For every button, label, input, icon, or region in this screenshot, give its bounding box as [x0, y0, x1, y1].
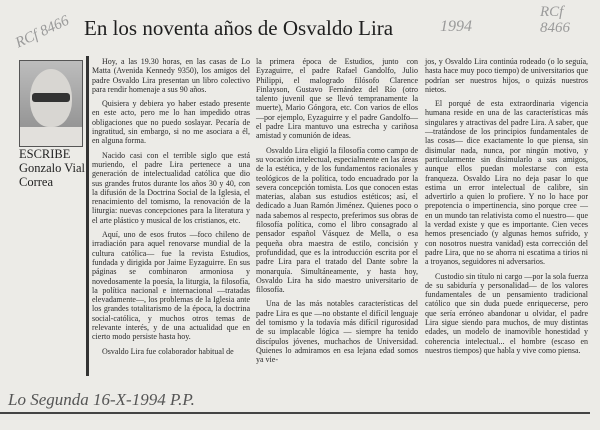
paragraph: Custodio sin título ni cargo —por la sola fuerza de su sabiduría y personalidad— de los valores fundamentales de un pensamiento tradicional católico que sin duda puede enriquecerse, pero que sería erróneo abandonar u olvidar, el padre Lira sigue siendo para muchos, de muy distintas edades, un modelo de inamovible honestidad y coherencia intelectual... el hombre (escaso en nuestros tiempos) que habla y vive como piensa. — [425, 271, 588, 355]
article-column-2 — [256, 57, 418, 370]
handwritten-source-note: Lo Segunda 16-X-1994 P.P. — [8, 390, 195, 409]
paragraph: Una de las más notables características del padre Lira es que —no obstante el difícil lenguaje del tomismo y la todavía más difícil rigurosidad de su implacable lógica — siempre ha tenido discípulos jóvenes, muchachos de Universidad. Quienes lo admiramos en esa lejana edad somos ya vie- — [256, 299, 418, 365]
paragraph: la primera época de Estudios, junto con Eyzaguirre, el padre Rafael Gandolfo, Julio Philippi, el malogrado filósofo Clarence Finlayson, Gustavo Fernández del Río (otro talento juvenil que se llevó tempranamente la muerte), Mario Góngora, etc. Con varios de ellos —por ejemplo, Eyzaguirre y el padre Gandolfo— el padre Lira mantuvo una estrecha y cariñosa amistad y comunión de ideas. — [256, 57, 418, 141]
byline-label: ESCRIBE — [19, 147, 71, 161]
paragraph: Hoy, a las 19.30 horas, en las casas de Lo Matta (Avenida Kennedy 9350), los amigos del padre Osvaldo Lira presentan un libro colectivo para rendir homenaje a sus 90 años. — [92, 57, 250, 94]
paragraph: El porqué de esta extraordinaria vigencia humana reside en una de las características más singulares y atractivas del padre Lira. A saber, que —tratándose de los principios fundamentales de las cosas— dice exactamente lo que piensa, sin disimular nada, nunca, por ningún motivo, y particularmente sin disimularlo a sus amigos, aunque ellos puedan molestarse con esta franqueza. Osvaldo Lira no deja pasar lo que estima un error intelectual de calibre, sin advertirlo a quien lo profiere. Y no lo hace por prepotencia o impertinencia, sino porque cree —en un mundo tan relativista como el nuestro— que la verdad existe y que es importante. Cien veces hemos presenciado (y algunas hemos sufrido, y con nosotros nuestra vanidad) esta corrección del padre Lira, que no se ahorra ni escatima a tirios ni a troyanos, seguidores ni adversarios. — [425, 99, 588, 267]
paragraph: Aquí, uno de esos frutos —foco chileno de irradiación para aquel renovarse mundial de la cultura católica— fue la revista Estudios, fundada y dirigida por Jaime Eyzaguirre. En sus páginas se combinaron armoniosa y novedosamente la poesía, la liturgia, la filosofía, la política nacional e internacional —tratadas elevadamente—, los problemas de la Iglesia ante los grandes totalitarismo de la época, la doctrina social-católica, y muchos otros temas de relevante interés, y de una actualidad que en cierto modo persiste hasta hoy. — [92, 230, 250, 342]
article-column-1 — [92, 57, 250, 361]
handwritten-note-top-right: RCf 8466 — [540, 4, 570, 36]
paragraph: jos, y Osvaldo Lira continúa rodeado (o lo seguía, hasta hace muy poco tiempo) de universitarios que podrían ser nuestros hijos, o quizás nuestros nietos. — [425, 57, 588, 94]
byline — [19, 147, 85, 189]
paragraph: Nacido casi con el terrible siglo que está muriendo, el padre Lira pertenece a una generación de intelectualidad católica que dio sus grandes frutos durante los años 30 y 40, con la difusión de la Doctrina Social de la Iglesia, el renacimiento del tomismo, la renovación de la liturgia: nuevas concepciones para la literatura y el arte plástico y musical de los cristianos, etc. — [92, 150, 250, 225]
article-column-3 — [425, 57, 588, 360]
handwritten-note-top-left: RCf 8466 — [13, 12, 72, 52]
bottom-rule — [0, 412, 590, 414]
handwritten-note-top-mid: 1994 — [440, 18, 472, 35]
paragraph: Osvaldo Lira eligió la filosofía como campo de su vocación intelectual, especialmente en las áreas de la estética, y de los fundamentos racionales y teológicos de la política, todo encuadrado por la severa concepción tomista. Los que conocen estas materias, alaban sus estudios estéticos; así, el dedicado a Juan Ramón Jiménez. Quienes poco o nada sabemos al respecto, preferimos sus obras de filosofía política, como el libro consagrado al pensador español Vásquez de Mella, o esa pequeña obra maestra de estilo, concisión y profundidad, que es la introducción escrita por el padre Lira para el tratado del Dante sobre la monarquía. Simultáneamente, y hasta hoy, Osvaldo Lira ha sido maestro universitario de filosofía. — [256, 145, 418, 295]
byline-author: Gonzalo Vial Correa — [19, 161, 86, 189]
author-photo — [19, 60, 83, 147]
paragraph: Quisiera y debiera yo haber estado presente en este acto, pero me lo han impedido otras obligaciones que no puedo soslayar. Pecaría de ingratitud, sin embargo, si no me asociara a él, en alguna forma. — [92, 99, 250, 146]
article-title: En los noventa años de Osvaldo Lira — [84, 16, 394, 40]
paragraph: Osvaldo Lira fue colaborador habitual de — [102, 346, 234, 356]
column-divider — [86, 56, 89, 376]
